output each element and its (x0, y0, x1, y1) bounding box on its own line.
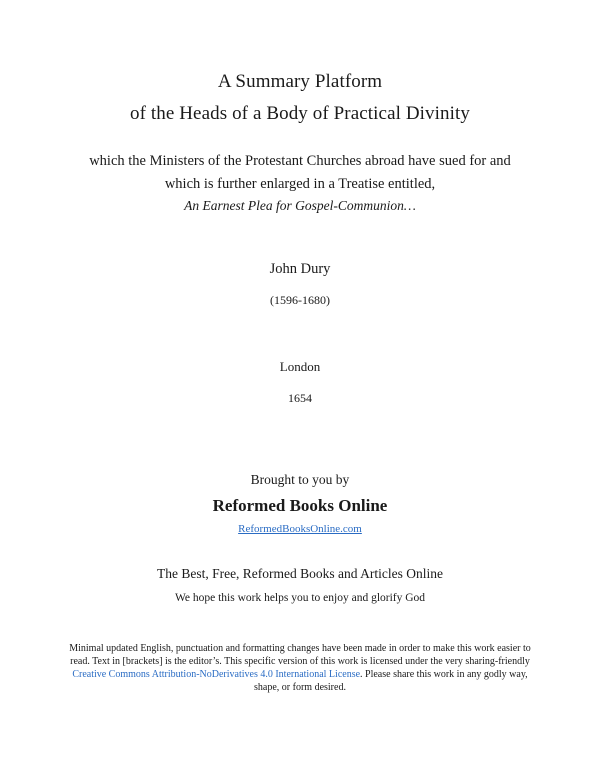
license-notice (62, 642, 538, 694)
treatise-title: An Earnest Plea for Gospel-Communion… (184, 198, 416, 213)
title-line-1: A Summary Platform (217, 71, 383, 92)
publication-year: 1654 (288, 391, 312, 405)
subtitle-line-1: which the Ministers of the Protestant Churches abroad have sued for and (89, 153, 511, 169)
subtitle-line-2: which is further enlarged in a Treatise entitled, (164, 176, 436, 192)
notice-text-before: Minimal updated English, punctuation and formatting changes have been made in order to make this work easier to read. Text in [brackets] is the editor’s. This specific version of this work is licensed under the very sharing-friendly (69, 643, 531, 667)
publisher-hope: We hope this work helps you to enjoy and glorify God (174, 592, 426, 604)
author-dates: (1596-1680) (270, 293, 330, 307)
publisher-website-link[interactable]: ReformedBooksOnline.com (238, 523, 362, 535)
publisher-name: Reformed Books Online (212, 496, 388, 515)
publication-place: London (279, 359, 321, 374)
publisher-tagline: The Best, Free, Reformed Books and Articles Online (156, 566, 444, 581)
title-line-2: of the Heads of a Body of Practical Divinity (130, 103, 470, 124)
brought-to-you-by: Brought to you by (250, 472, 350, 487)
notice-text-after: . Please share this work in any godly way, shape, or form desired. (254, 669, 528, 693)
license-link[interactable]: Creative Commons Attribution-NoDerivatives 4.0 International License (72, 669, 361, 680)
author-name: John Dury (269, 261, 331, 277)
publisher-link-line (0, 523, 600, 535)
